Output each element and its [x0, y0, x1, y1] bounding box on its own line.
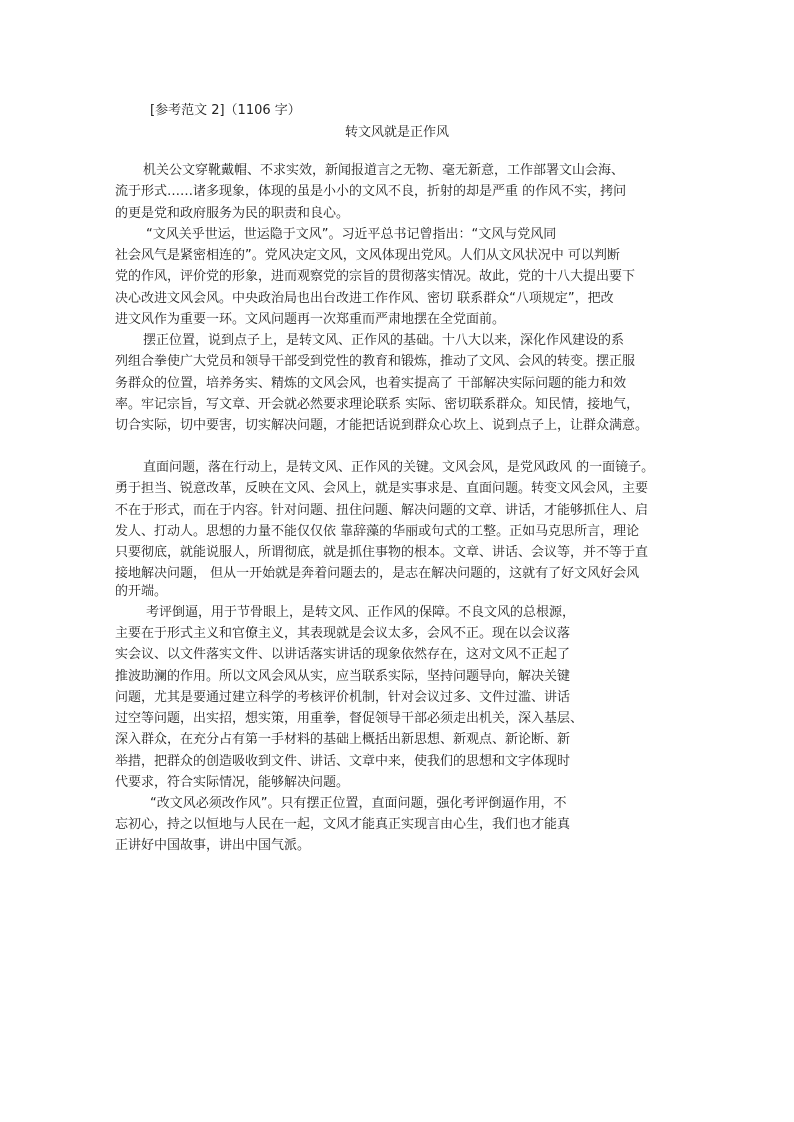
text-line: 决心改进文风会风。中央政治局也出台改进工作作风、密切 联系群众“八项规定”，把改 [115, 291, 614, 306]
reference-label: [参考范文 2]（1106 字） [150, 103, 301, 118]
text-line: 直面问题，落在行动上，是转文风、正作风的关键。文风会风，是党风政风 的一面镜子。 [143, 460, 655, 475]
text-line: 代要求，符合实际情况，能够解决问题。 [115, 775, 350, 790]
text-line: 进文风作为重要一环。文风问题再一次郑重而严肃地摆在全党面前。 [115, 312, 506, 327]
text-line: 问题，尤其是要通过建立科学的考核评价机制，针对会议过多、文件过滥、讲话 [115, 690, 571, 705]
text-line: 深入群众，在充分占有第一手材料的基础上概括出新思想、新观点、新论断、新 [115, 732, 571, 747]
text-line: 举措，把群众的创造吸收到文件、讲话、文章中来，使我们的思想和文字体现时 [115, 754, 571, 769]
text-line: 发人、打动人。思想的力量不能仅仅依 靠辞藻的华丽或句式的工整。正如马克思所言，理论 [115, 524, 640, 539]
text-line: 过空等问题，出实招，想实策，用重拳，督促领导干部必须走出机关，深入基层、 [115, 711, 584, 726]
text-line: 摆正位置，说到点子上，是转文风、正作风的基础。十八大以来，深化作风建设的系 [143, 333, 625, 348]
text-line: 正讲好中国故事，讲出中国气派。 [115, 838, 311, 853]
text-line: 不在于形式，而在于内容。针对问题、扭住问题、解决问题的文章、讲话，才能够抓住人、启 [115, 503, 649, 518]
text-line: 只要彻底，就能说服人，所谓彻底，就是抓住事物的根本。文章、讲话、会议等，并不等于直 [115, 545, 649, 560]
text-line: 的开端。 [115, 584, 168, 599]
text-line: 率。牢记宗旨，写文章、开会就必然要求理论联系 实际、密切联系群众。知民情，接地气， [115, 397, 640, 412]
text-line: 主要在于形式主义和官僚主义，其表现就是会议太多，会风不正。现在以会议落 [115, 626, 571, 641]
text-line: 社会风气是紧密相连的”。党风决定文风，文风体现出党风。人们从文风状况中 可以判断 [115, 248, 620, 263]
text-line: 切合实际，切中要害，切实解决问题，才能把话说到群众心坎上、说到点子上，让群众满意。 [115, 418, 649, 433]
text-line: 列组合拳使广大党员和领导干部受到党性的教育和锻炼，推动了文风、会风的转变。摆正服 [115, 354, 636, 369]
text-line: 流于形式……诸多现象，体现的虽是小小的文风不良，折射的却是严重 的作风不实，拷问 [115, 184, 627, 199]
text-line: 机关公文穿靴戴帽、不求实效，新闻报道言之无物、毫无新意，工作部署文山会海、 [143, 163, 625, 178]
text-line: 推波助澜的作用。所以文风会风从实，应当联系实际，坚持问题导向，解决关键 [115, 669, 571, 684]
text-line: 的更是党和政府服务为民的职责和良心。 [115, 206, 350, 221]
text-line: 务群众的位置，培养务实、精炼的文风会风，也着实提高了 干部解决实际问题的能力和效 [115, 376, 627, 391]
text-line: “改文风必须改作风”。只有摆正位置，直面问题，强化考评倒逼作用，不 [150, 796, 567, 811]
text-line: 勇于担当、锐意改革，反映在文风、会风上，就是实事求是、直面问题。转变文风会风，主要 [115, 481, 649, 496]
text-line: “文风关乎世运，世运隐于文风”。习近平总书记曾指出：“文风与党风同 [146, 227, 557, 242]
text-line: 实会议、以文件落实文件、以讲话落实讲话的现象依然存在，这对文风不正起了 [115, 647, 571, 662]
text-line: 接地解决问题， 但从一开始就是奔着问题去的，是志在解决问题的，这就有了好文风好会风 [115, 566, 640, 581]
document-title: 转文风就是正作风 [344, 125, 449, 140]
text-line: 考评倒逼，用于节骨眼上，是转文风、正作风的保障。不良文风的总根源， [146, 605, 576, 620]
text-line: 忘初心，持之以恒地与人民在一起，文风才能真正实现言由心生，我们也才能真 [115, 817, 571, 832]
text-line: 党的作风，评价党的形象，进而观察党的宗旨的贯彻落实情况。故此，党的十八大提出要下 [115, 269, 636, 284]
